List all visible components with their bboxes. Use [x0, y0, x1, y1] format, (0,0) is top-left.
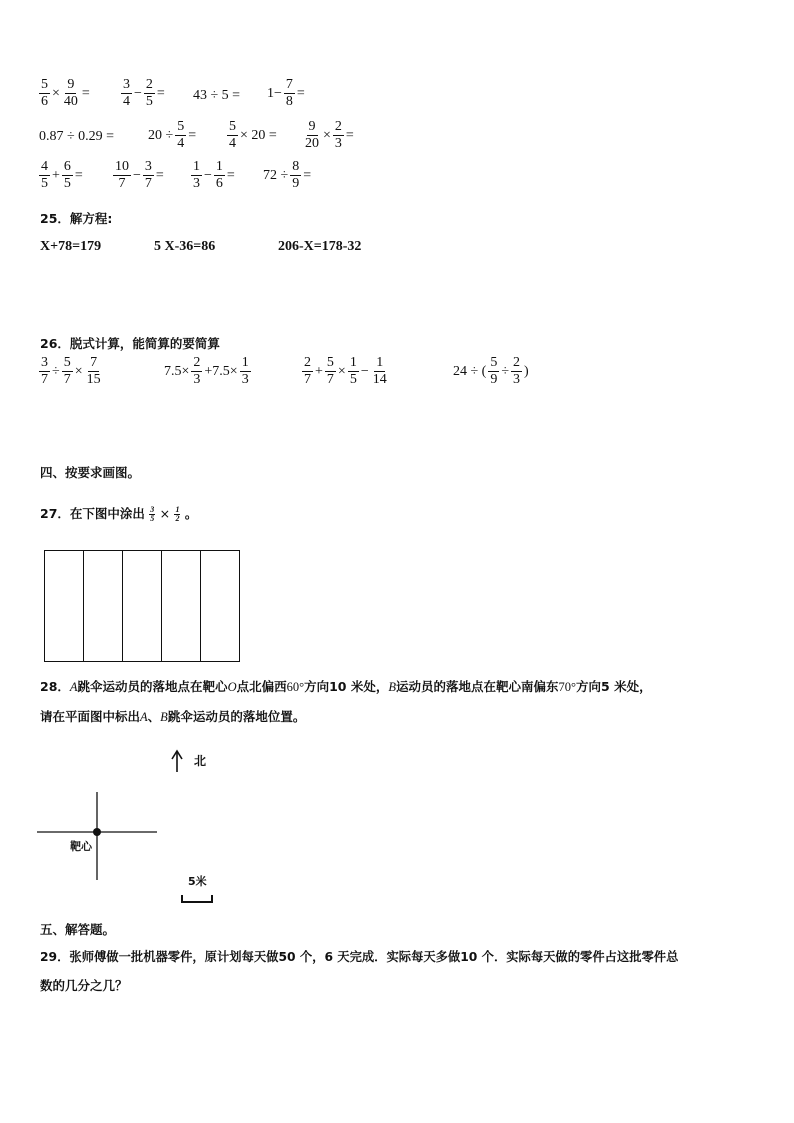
fraction-denominator: 6: [41, 94, 48, 109]
q29-line-1: 29．张师傅做一批机器零件，原计划每天做50 个，6 天完成．实际每天多做10 个．实际每天做的零件占这批零件总: [40, 950, 679, 964]
q28-angle-1: 60°: [286, 680, 305, 694]
fraction-numerator: 7: [90, 355, 98, 370]
fraction-denominator: 3: [193, 372, 201, 387]
fraction-numerator: 2: [334, 119, 342, 134]
fraction-numerator: 5: [63, 355, 71, 370]
q28-text-1c: 点北偏西: [236, 679, 287, 694]
fraction-denominator: 7: [63, 372, 71, 387]
fraction-denominator: 7: [41, 372, 48, 387]
q28-text-2a: 请在平面图中标出: [40, 709, 141, 724]
fraction-denominator: 40: [63, 94, 78, 109]
fraction: [85, 356, 103, 387]
q28-label-b: B: [388, 680, 396, 694]
math-token: −: [134, 85, 142, 101]
fraction-denominator: 8: [285, 94, 293, 109]
fraction: [511, 356, 522, 387]
fraction: [227, 120, 238, 151]
q28-label-a: A: [69, 680, 78, 694]
q28-label-o: O: [227, 680, 237, 694]
q27-fraction-1: [149, 506, 155, 522]
calc-row1-expr2: [120, 78, 166, 109]
math-token: =: [226, 167, 235, 183]
math-token: ÷: [501, 363, 510, 379]
section-5-heading: 五、解答题。: [40, 922, 116, 937]
section-4-heading: 四、按要求画图。: [40, 465, 141, 480]
calc-row3-expr1: [38, 160, 84, 191]
math-token: +: [315, 363, 323, 379]
q25-equation-1: X+78=179: [40, 239, 102, 254]
fraction-numerator: 9: [308, 119, 316, 134]
fraction: [121, 78, 132, 109]
fraction: [303, 120, 321, 151]
fraction: [39, 356, 50, 387]
q25-title: 25．解方程:: [40, 211, 113, 226]
math-token: 43 ÷ 5 =: [193, 88, 241, 103]
math-token: 0.87 ÷ 0.29 =: [39, 129, 115, 144]
fraction-denominator: 7: [304, 372, 311, 387]
q26-title: 26．脱式计算，能简算的要简算: [40, 336, 220, 351]
fraction-denominator: 15: [86, 372, 101, 387]
math-token: +7.5×: [204, 363, 238, 379]
fraction-denominator: 4: [229, 136, 236, 151]
fraction-denominator: 3: [241, 372, 249, 387]
grid-column[interactable]: [162, 551, 201, 661]
math-token: =: [156, 85, 165, 101]
q28-text-2c: 跳伞运动员的落地位置。: [167, 709, 306, 724]
q27-fraction-1-numerator: 3: [150, 505, 155, 515]
fraction-numerator: 1: [349, 355, 357, 370]
fraction-numerator: 3: [123, 77, 130, 92]
math-token: −: [360, 363, 369, 379]
fraction-denominator: 5: [145, 94, 153, 109]
math-token: 24 ÷ (: [453, 363, 487, 379]
fraction-numerator: 5: [177, 119, 185, 134]
q28-number: 28．: [40, 679, 70, 694]
fraction-denominator: 5: [41, 176, 48, 191]
calc-row2-expr2: [147, 120, 197, 151]
q27-rectangle-grid[interactable]: [44, 550, 240, 662]
math-token: ÷: [52, 363, 60, 379]
fraction-denominator: 3: [513, 372, 521, 387]
fraction-numerator: 2: [304, 355, 311, 370]
fraction-numerator: 5: [326, 355, 334, 370]
math-token: ×: [323, 127, 331, 143]
fraction-denominator: 9: [490, 372, 498, 387]
math-token: =: [155, 167, 164, 183]
q26-expr-3: [301, 356, 390, 387]
math-token: 1−: [267, 85, 282, 101]
fraction-numerator: 2: [145, 77, 153, 92]
fraction: [240, 356, 251, 387]
fraction-denominator: 5: [63, 176, 71, 191]
fraction-denominator: 14: [372, 372, 387, 387]
q28-text-2b: 、: [147, 709, 161, 724]
math-token: 72 ÷: [263, 167, 289, 183]
q26-expr-1: [38, 356, 104, 387]
math-token: ×: [337, 363, 346, 379]
calc-row3-expr3: [190, 160, 236, 191]
fraction-numerator: 7: [285, 77, 293, 92]
math-token: =: [74, 167, 83, 183]
q28-target-diagram[interactable]: [0, 740, 300, 915]
fraction-denominator: 4: [177, 136, 185, 151]
fraction-denominator: 4: [123, 94, 130, 109]
fraction-denominator: 9: [292, 176, 300, 191]
fraction-numerator: 1: [376, 355, 384, 370]
grid-column[interactable]: [45, 551, 84, 661]
fraction-denominator: 7: [118, 176, 126, 191]
fraction: [191, 160, 202, 191]
q28-angle-2: 70°: [558, 680, 577, 694]
math-token: ×: [74, 363, 83, 379]
q26-expr-2: [163, 356, 252, 387]
fraction-numerator: 4: [41, 159, 48, 174]
fraction-denominator: 5: [349, 372, 357, 387]
fraction: [333, 120, 344, 151]
q25-equation-3: 206-X=178-32: [278, 239, 362, 254]
math-token: 7.5×: [164, 363, 190, 379]
scale-label: 5米: [188, 875, 207, 888]
target-center-label: 靶心: [70, 840, 92, 853]
math-token: ): [524, 363, 529, 379]
fraction-numerator: 9: [67, 77, 75, 92]
fraction: [62, 356, 73, 387]
fraction: [348, 356, 359, 387]
fraction-denominator: 3: [193, 176, 200, 191]
fraction: [175, 120, 186, 151]
q27-fraction-2-numerator: 1: [175, 505, 180, 515]
fraction: [62, 160, 73, 191]
calc-row3-expr2: [112, 160, 165, 191]
calc-row2-expr3: [226, 120, 278, 151]
calc-row1-expr4: [266, 78, 306, 109]
grid-column[interactable]: [84, 551, 123, 661]
fraction-numerator: 10: [115, 159, 129, 174]
fraction-denominator: 7: [144, 176, 152, 191]
calc-row2-expr4: [302, 120, 355, 151]
fraction-numerator: 5: [229, 119, 236, 134]
fraction-denominator: 7: [326, 372, 334, 387]
q28-text-1e: 运动员的落地点在靶心南偏东: [396, 679, 559, 694]
math-token: =: [345, 127, 354, 143]
fraction-numerator: 1: [193, 159, 200, 174]
math-token: −: [133, 167, 141, 183]
q25-equation-2: 5 X-36=86: [154, 239, 216, 254]
q28-line-1: [40, 677, 652, 695]
q27-text: [40, 504, 197, 523]
math-token: +: [52, 167, 60, 183]
q28-text-1f: 方向5 米处，: [576, 679, 652, 694]
fraction-numerator: 5: [41, 77, 48, 92]
fraction-numerator: 5: [490, 355, 498, 370]
q28-line-2: [40, 707, 305, 725]
scale-bar: [182, 895, 212, 902]
fraction-denominator: 3: [334, 136, 342, 151]
fraction: [62, 78, 80, 109]
q27-prefix: 27．在下图中涂出: [40, 506, 145, 521]
math-token: =: [296, 85, 305, 101]
math-token: =: [188, 127, 197, 143]
calc-row3-expr4: [262, 160, 312, 191]
math-token: −: [204, 167, 212, 183]
fraction: [113, 160, 131, 191]
calc-row1-expr3: [192, 88, 241, 104]
q27-times: ×: [159, 506, 171, 521]
fraction-denominator: 6: [215, 176, 223, 191]
math-token: × 20 =: [240, 127, 277, 143]
fraction-numerator: 1: [215, 159, 223, 174]
fraction-denominator: 20: [305, 136, 319, 151]
q27-fraction-2-denominator: 2: [175, 514, 180, 523]
fraction: [39, 78, 50, 109]
q28-text-1d: 方向10 米处，: [304, 679, 389, 694]
math-token: =: [81, 85, 90, 101]
fraction: [144, 78, 155, 109]
fraction-numerator: 8: [292, 159, 300, 174]
fraction: [284, 78, 295, 109]
fraction-numerator: 6: [63, 159, 71, 174]
grid-column[interactable]: [123, 551, 162, 661]
fraction-numerator: 1: [241, 355, 249, 370]
q27-fraction-2: [174, 506, 180, 522]
q27-fraction-1-denominator: 5: [150, 514, 155, 523]
fraction-numerator: 3: [41, 355, 48, 370]
fraction-numerator: 2: [513, 355, 521, 370]
q28-label-b2: B: [160, 710, 168, 724]
fraction: [488, 356, 499, 387]
fraction: [290, 160, 301, 191]
math-token: =: [303, 167, 312, 183]
fraction: [302, 356, 313, 387]
q28-label-a2: A: [140, 710, 148, 724]
calc-row1-expr1: [38, 78, 91, 109]
math-token: 20 ÷: [148, 127, 174, 143]
q29-line-2: 数的几分之几？: [40, 978, 128, 993]
fraction: [191, 356, 202, 387]
fraction: [214, 160, 225, 191]
q27-suffix: 。: [184, 506, 198, 521]
fraction-numerator: 3: [144, 159, 152, 174]
q28-text-1b: 跳伞运动员的落地点在靶心: [77, 679, 228, 694]
grid-column[interactable]: [201, 551, 239, 661]
fraction-numerator: 2: [193, 355, 201, 370]
north-label: 北: [194, 754, 207, 768]
calc-row2-expr1: [38, 129, 115, 145]
q26-expr-4: [452, 356, 530, 387]
fraction: [325, 356, 336, 387]
fraction: [371, 356, 389, 387]
fraction: [143, 160, 154, 191]
target-center-dot: [93, 828, 101, 836]
fraction: [39, 160, 50, 191]
math-token: ×: [52, 85, 60, 101]
